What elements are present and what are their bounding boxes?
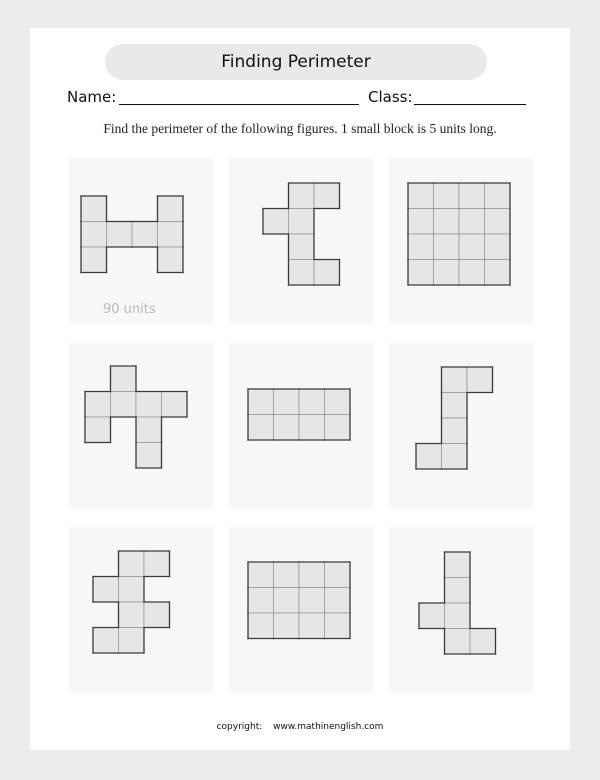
grid-cell <box>445 552 471 578</box>
figure-6-shape <box>389 343 533 509</box>
grid-cell <box>442 393 468 419</box>
grid-cell <box>325 588 351 614</box>
figure-card-3 <box>389 158 533 324</box>
figure-4-shape <box>69 343 213 509</box>
figure-card-7 <box>69 527 213 693</box>
grid-cell <box>132 222 158 248</box>
figure-2-shape <box>229 158 373 324</box>
grid-cell <box>107 222 133 248</box>
grid-cell <box>325 562 351 588</box>
grid-cell <box>274 415 300 441</box>
figure-5-shape <box>229 343 373 509</box>
grid-cell <box>289 183 315 209</box>
figure-card-2 <box>229 158 373 324</box>
name-label: Name: <box>67 88 117 106</box>
grid-cell <box>299 562 325 588</box>
figure-card-8 <box>229 527 373 693</box>
grid-cell <box>81 247 107 273</box>
grid-cell <box>289 234 315 260</box>
figure-3-shape <box>389 158 533 324</box>
grid-cell <box>248 613 274 639</box>
title-text: Finding Perimeter <box>221 52 371 72</box>
grid-cell <box>81 196 107 222</box>
grid-cell <box>419 603 445 629</box>
grid-cell <box>111 392 137 418</box>
grid-cell <box>136 443 162 469</box>
grid-cell <box>158 247 184 273</box>
grid-cell <box>248 588 274 614</box>
grid-cell <box>144 602 170 628</box>
figure-card-9 <box>389 527 533 693</box>
figure-card-6 <box>389 343 533 509</box>
grid-cell <box>299 613 325 639</box>
grid-cell <box>459 183 485 209</box>
grid-cell <box>434 234 460 260</box>
class-label: Class: <box>368 88 413 106</box>
figure-7-shape <box>69 527 213 693</box>
grid-cell <box>299 389 325 415</box>
grid-cell <box>136 417 162 443</box>
grid-cell <box>445 629 471 655</box>
copyright-label: copyright: <box>216 722 263 732</box>
grid-cell <box>434 260 460 286</box>
sample-answer: 90 units <box>103 302 156 317</box>
grid-cell <box>325 613 351 639</box>
instructions: Find the perimeter of the following figures. 1 small block is 5 units long. <box>103 121 497 136</box>
grid-cell <box>314 183 340 209</box>
grid-cell <box>459 209 485 235</box>
grid-cell <box>442 418 468 444</box>
worksheet-title <box>105 44 487 80</box>
grid-cell <box>408 183 434 209</box>
grid-cell <box>162 392 188 418</box>
figure-card-4 <box>69 343 213 509</box>
grid-cell <box>119 551 145 577</box>
grid-cell <box>93 628 119 654</box>
grid-cell <box>314 260 340 286</box>
grid-cell <box>158 222 184 248</box>
figure-card-5 <box>229 343 373 509</box>
grid-cell <box>248 389 274 415</box>
grid-cell <box>274 588 300 614</box>
grid-cell <box>274 562 300 588</box>
grid-cell <box>299 415 325 441</box>
grid-cell <box>485 183 511 209</box>
grid-cell <box>93 577 119 603</box>
grid-cell <box>144 551 170 577</box>
grid-cell <box>81 222 107 248</box>
grid-cell <box>289 209 315 235</box>
grid-cell <box>136 392 162 418</box>
grid-cell <box>470 629 496 655</box>
class-field[interactable] <box>414 104 526 105</box>
grid-cell <box>274 389 300 415</box>
grid-cell <box>85 417 111 443</box>
figure-9-shape <box>389 527 533 693</box>
grid-cell <box>274 613 300 639</box>
grid-cell <box>485 209 511 235</box>
grid-cell <box>434 183 460 209</box>
website-link[interactable]: www.mathinenglish.com <box>273 722 384 732</box>
figure-card-1 <box>69 158 213 324</box>
grid-cell <box>445 578 471 604</box>
grid-cell <box>408 234 434 260</box>
grid-cell <box>485 234 511 260</box>
grid-cell <box>119 577 145 603</box>
grid-cell <box>467 367 493 393</box>
grid-cell <box>325 415 351 441</box>
grid-cell <box>248 415 274 441</box>
grid-cell <box>119 602 145 628</box>
grid-cell <box>459 234 485 260</box>
grid-cell <box>408 260 434 286</box>
grid-cell <box>299 588 325 614</box>
grid-cell <box>158 196 184 222</box>
grid-cell <box>325 389 351 415</box>
grid-cell <box>459 260 485 286</box>
figure-1-shape <box>69 158 213 324</box>
footer <box>0 722 600 732</box>
grid-cell <box>85 392 111 418</box>
grid-cell <box>119 628 145 654</box>
grid-cell <box>248 562 274 588</box>
grid-cell <box>263 209 289 235</box>
grid-cell <box>485 260 511 286</box>
name-field[interactable] <box>119 104 359 105</box>
grid-cell <box>416 444 442 470</box>
grid-cell <box>434 209 460 235</box>
grid-cell <box>442 444 468 470</box>
figure-8-shape <box>229 527 373 693</box>
grid-cell <box>111 366 137 392</box>
grid-cell <box>445 603 471 629</box>
grid-cell <box>289 260 315 286</box>
grid-cell <box>442 367 468 393</box>
grid-cell <box>408 209 434 235</box>
